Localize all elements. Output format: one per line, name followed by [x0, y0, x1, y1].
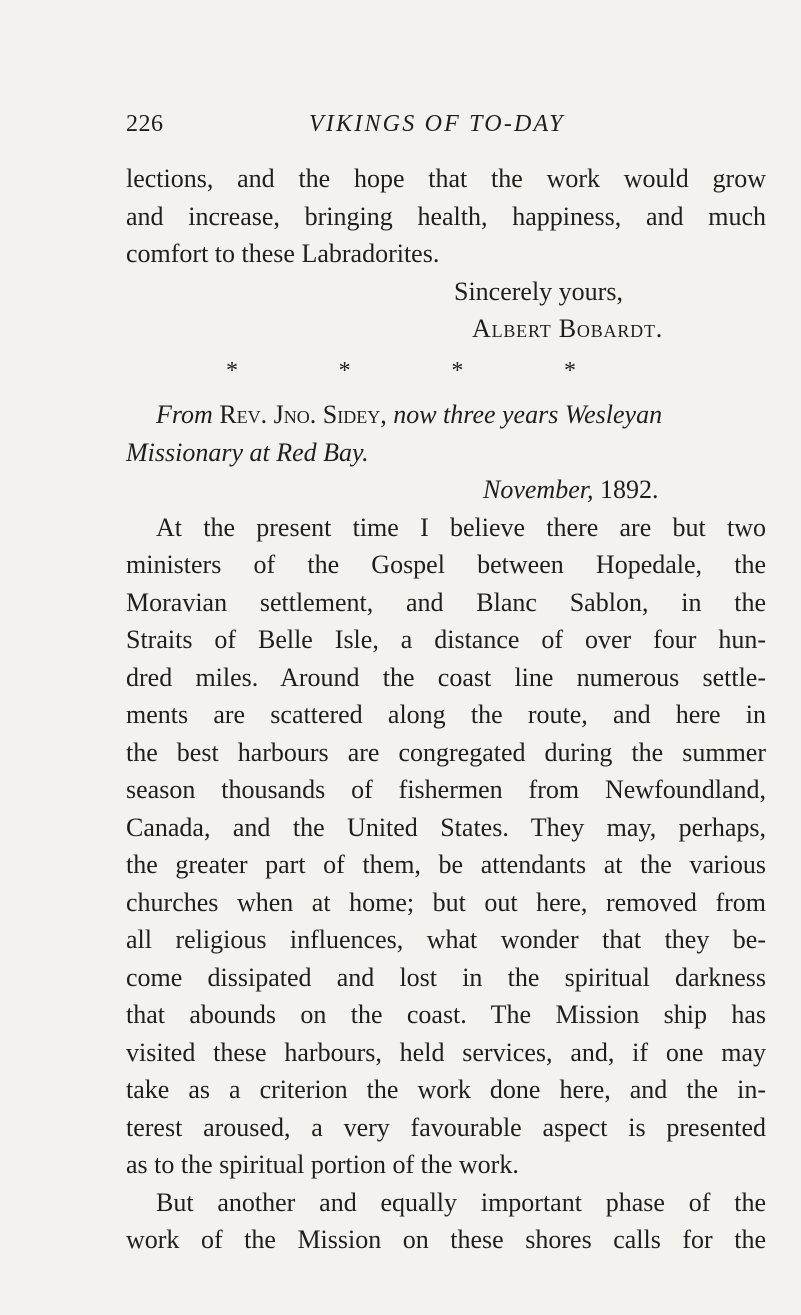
body-line: the best harbours are congregated during the summer: [126, 738, 766, 767]
body-line: work of the Mission on these shores calls for the: [126, 1225, 766, 1254]
body-line: At the present time I believe there are but two: [156, 513, 766, 542]
body-line: ministers of the Gospel between Hopedale, the: [126, 550, 766, 579]
body-line: dred miles. Around the coast line numerous settle-: [126, 663, 766, 692]
page-number: 226: [126, 111, 164, 137]
heading-line-2: Missionary at Red Bay.: [126, 438, 369, 467]
body-line: take as a criterion the work done here, and the in-: [126, 1075, 766, 1104]
dateline-year: 1892.: [599, 475, 659, 504]
dateline-month: November,: [483, 475, 594, 504]
body-line: season thousands of fishermen from Newfoundland,: [126, 775, 766, 804]
letter-line-3: comfort to these Labradorites.: [126, 239, 440, 268]
separator-star: *: [338, 358, 351, 384]
body-line: churches when at home; but out here, removed from: [126, 888, 766, 917]
letter-line-2: and increase, bringing health, happiness, and much: [126, 202, 766, 231]
separator-star: *: [451, 358, 464, 384]
body-line: Moravian settlement, and Blanc Sablon, in the: [126, 588, 766, 617]
body-line: all religious influences, what wonder that they be-: [126, 925, 766, 954]
letter-signature: Albert Bobardt.: [472, 314, 664, 343]
section-separator: [226, 353, 576, 389]
heading-name: Rev. Jno. Sidey,: [219, 400, 387, 429]
dateline: [483, 472, 658, 508]
separator-star: *: [563, 358, 576, 384]
heading-from: From: [156, 400, 213, 429]
letter-closing: Sincerely yours,: [454, 277, 623, 306]
body-line: But another and equally important phase of the: [156, 1188, 766, 1217]
page-header: [126, 104, 766, 144]
body-line: terest aroused, a very favourable aspect is presented: [126, 1113, 766, 1142]
heading-line-1: [156, 397, 766, 433]
body-line: visited these harbours, held services, and, if one may: [126, 1038, 766, 1067]
heading-line-1-tail: now three years Wesleyan: [393, 400, 663, 429]
body-line: Canada, and the United States. They may, perhaps,: [126, 813, 766, 842]
running-title: VIKINGS OF TO-DAY: [309, 111, 565, 137]
separator-star: *: [226, 358, 238, 384]
body-line: Straits of Belle Isle, a distance of over four hun-: [126, 625, 766, 654]
body-line: as to the spiritual portion of the work.: [126, 1150, 519, 1179]
body-line: the greater part of them, be attendants at the various: [126, 850, 766, 879]
letter-line-1: lections, and the hope that the work would grow: [126, 164, 766, 193]
body-line: ments are scattered along the route, and here in: [126, 700, 766, 729]
body-line: that abounds on the coast. The Mission ship has: [126, 1000, 766, 1029]
body-line: come dissipated and lost in the spiritual darkness: [126, 963, 766, 992]
